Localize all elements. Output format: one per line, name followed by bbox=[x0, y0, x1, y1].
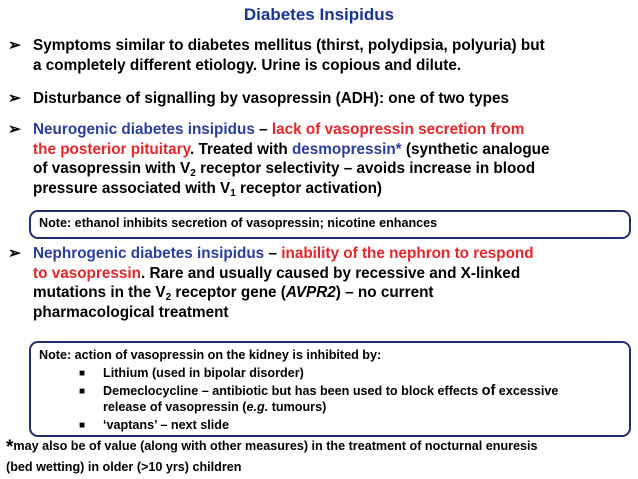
note-box-inhibitors bbox=[29, 341, 631, 437]
arrow-bullet-icon: ➢ bbox=[8, 90, 21, 107]
square-bullet-icon: ■ bbox=[79, 420, 86, 431]
neurogenic-term: Neurogenic diabetes insipidus bbox=[33, 121, 255, 138]
bullet-text: pharmacological treatment bbox=[33, 303, 229, 321]
note-box-ethanol bbox=[29, 210, 631, 239]
bullet-text: ) – no current bbox=[335, 284, 434, 301]
gene-name: AVPR2 bbox=[285, 284, 336, 301]
arrow-bullet-icon: ➢ bbox=[8, 121, 21, 138]
footnote-line-2: (bed wetting) in older (>10 yrs) children bbox=[6, 460, 242, 474]
bullet-text: Symptoms similar to diabetes mellitus (thirst, polydipsia, polyuria) but bbox=[33, 37, 545, 54]
subscript: 1 bbox=[230, 187, 236, 199]
neurogenic-cause-cont: the posterior pituitary bbox=[33, 140, 190, 158]
square-bullet-icon: ■ bbox=[79, 386, 86, 397]
bullet-text: . Treated with bbox=[189, 140, 292, 158]
subscript: 2 bbox=[190, 168, 196, 179]
arrow-bullet-icon: ➢ bbox=[8, 245, 21, 262]
footnote-line-1 bbox=[6, 438, 538, 456]
arrow-bullet-icon: ➢ bbox=[8, 37, 21, 54]
bullet-text: a completely different etiology. Urine is copious and dilute. bbox=[33, 56, 462, 74]
dash: – bbox=[264, 245, 282, 262]
note-item-text: excessive bbox=[495, 384, 559, 398]
bullet-text: mutations in the V bbox=[33, 284, 166, 301]
desmopressin-term: desmopressin* bbox=[291, 140, 402, 158]
note-item-text: e.g. bbox=[246, 400, 269, 414]
note-label: Note: bbox=[39, 216, 72, 230]
note-item-demeclocycline bbox=[103, 383, 625, 415]
dash: – bbox=[254, 121, 272, 138]
note-item-vaptans: ‘vaptans’ – next slide bbox=[103, 418, 229, 432]
nephrogenic-cause-cont: to vasopressin bbox=[33, 264, 141, 282]
bullet-neurogenic bbox=[8, 120, 632, 198]
bullet-text: receptor gene ( bbox=[171, 284, 286, 301]
square-bullet-icon: ■ bbox=[79, 368, 86, 379]
bullet-text: receptor activation) bbox=[235, 179, 383, 197]
nephrogenic-term: Nephrogenic diabetes insipidus bbox=[33, 245, 265, 262]
bullet-text: receptor selectivity – avoids increase in blood bbox=[195, 160, 536, 177]
nephrogenic-cause: inability of the nephron to respond bbox=[281, 245, 534, 262]
bullet-text: pressure associated with V bbox=[33, 179, 231, 197]
note-item-lithium: Lithium (used in bipolar disorder) bbox=[103, 366, 304, 380]
asterisk: * bbox=[6, 437, 14, 458]
bullet-symptoms bbox=[8, 36, 632, 75]
slide-title: Diabetes Insipidus bbox=[243, 5, 395, 24]
note-item-text: tumours) bbox=[268, 400, 327, 414]
bullet-text: Disturbance of signalling by vasopressin (ADH): one of two types bbox=[33, 90, 509, 107]
note-item-text: Demeclocycline – antibiotic but has been used to block effects bbox=[103, 384, 482, 398]
note-item-text: release of vasopressin ( bbox=[103, 400, 247, 414]
note-heading: Note: action of vasopressin on the kidney is inhibited by: bbox=[39, 348, 382, 362]
note-item-text: of bbox=[481, 383, 496, 399]
footnote-text: may also be of value (along with other measures) in the treatment of nocturnal enuresis bbox=[13, 439, 538, 453]
bullet-text: (synthetic analogue bbox=[401, 140, 550, 158]
neurogenic-cause: lack of vasopressin secretion from bbox=[271, 121, 525, 138]
note-text bbox=[39, 215, 437, 231]
bullet-text: of vasopressin with V bbox=[33, 160, 191, 177]
bullet-signalling bbox=[8, 89, 632, 109]
note-body: ethanol inhibits secretion of vasopressin; nicotine enhances bbox=[71, 216, 438, 230]
subscript: 2 bbox=[165, 292, 172, 303]
bullet-nephrogenic bbox=[8, 244, 632, 322]
bullet-text: . Rare and usually caused by recessive and X-linked bbox=[140, 264, 521, 282]
